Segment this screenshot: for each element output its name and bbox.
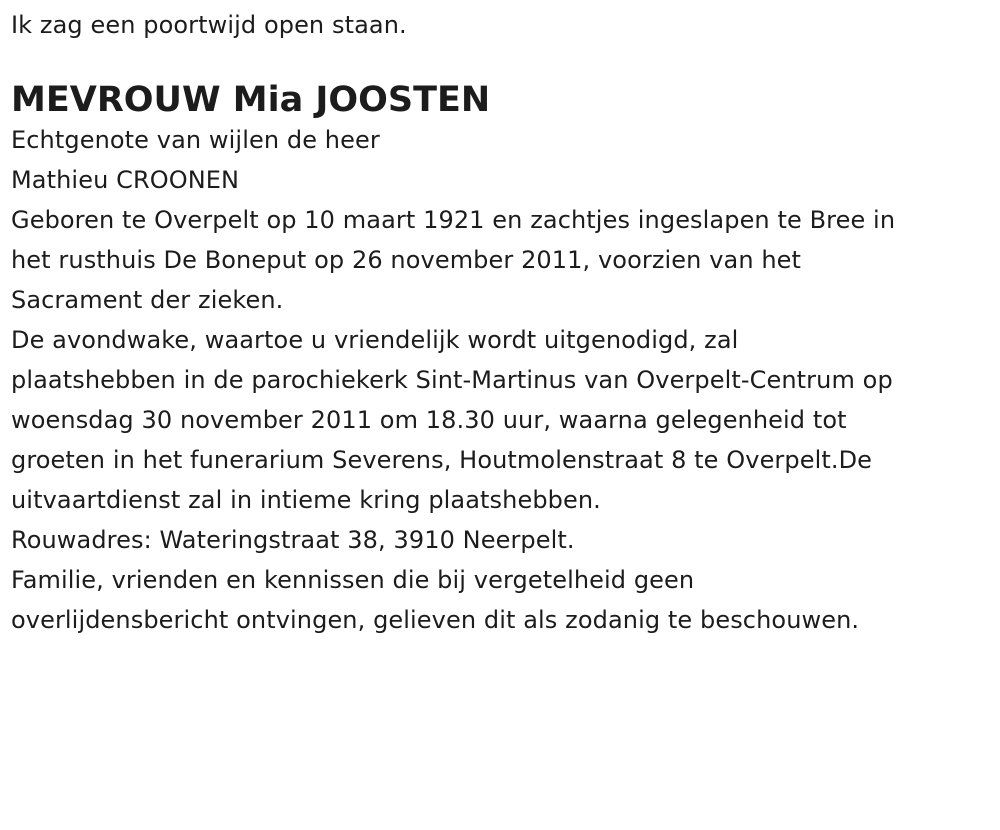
obituary-document	[11, 0, 996, 640]
paragraph-line: Familie, vrienden en kennissen die bij vergetelheid geen	[11, 566, 695, 594]
spouse-line: Echtgenote van wijlen de heer	[11, 126, 380, 154]
paragraph-line: groeten in het funerarium Severens, Houtmolenstraat 8 te Overpelt.De	[11, 446, 873, 474]
paragraph-line: overlijdensbericht ontvingen, gelieven dit als zodanig te beschouwen.	[11, 606, 860, 634]
spouse-info	[11, 120, 996, 200]
paragraph-line: De avondwake, waartoe u vriendelijk wordt uitgenodigd, zal	[11, 326, 739, 354]
paragraph-line: het rusthuis De Boneput op 26 november 2011, voorzien van het	[11, 246, 802, 274]
intro-quote: Ik zag een poortwijd open staan.	[11, 11, 407, 39]
closing-paragraph	[11, 560, 996, 640]
mourning-address: Rouwadres: Wateringstraat 38, 3910 Neerpelt.	[11, 526, 575, 554]
wake-paragraph	[11, 320, 996, 520]
paragraph-line: woensdag 30 november 2011 om 18.30 uur, waarna gelegenheid tot	[11, 406, 847, 434]
deceased-name: MEVROUW Mia JOOSTEN	[11, 80, 491, 120]
spouse-name: Mathieu CROONEN	[11, 166, 240, 194]
paragraph-line: Sacrament der zieken.	[11, 286, 284, 314]
birth-death-paragraph	[11, 200, 996, 320]
paragraph-line: Geboren te Overpelt op 10 maart 1921 en zachtjes ingeslapen te Bree in	[11, 206, 896, 234]
paragraph-line: plaatshebben in de parochiekerk Sint-Martinus van Overpelt-Centrum op	[11, 366, 893, 394]
address-paragraph	[11, 520, 996, 560]
paragraph-line: uitvaartdienst zal in intieme kring plaatshebben.	[11, 486, 601, 514]
